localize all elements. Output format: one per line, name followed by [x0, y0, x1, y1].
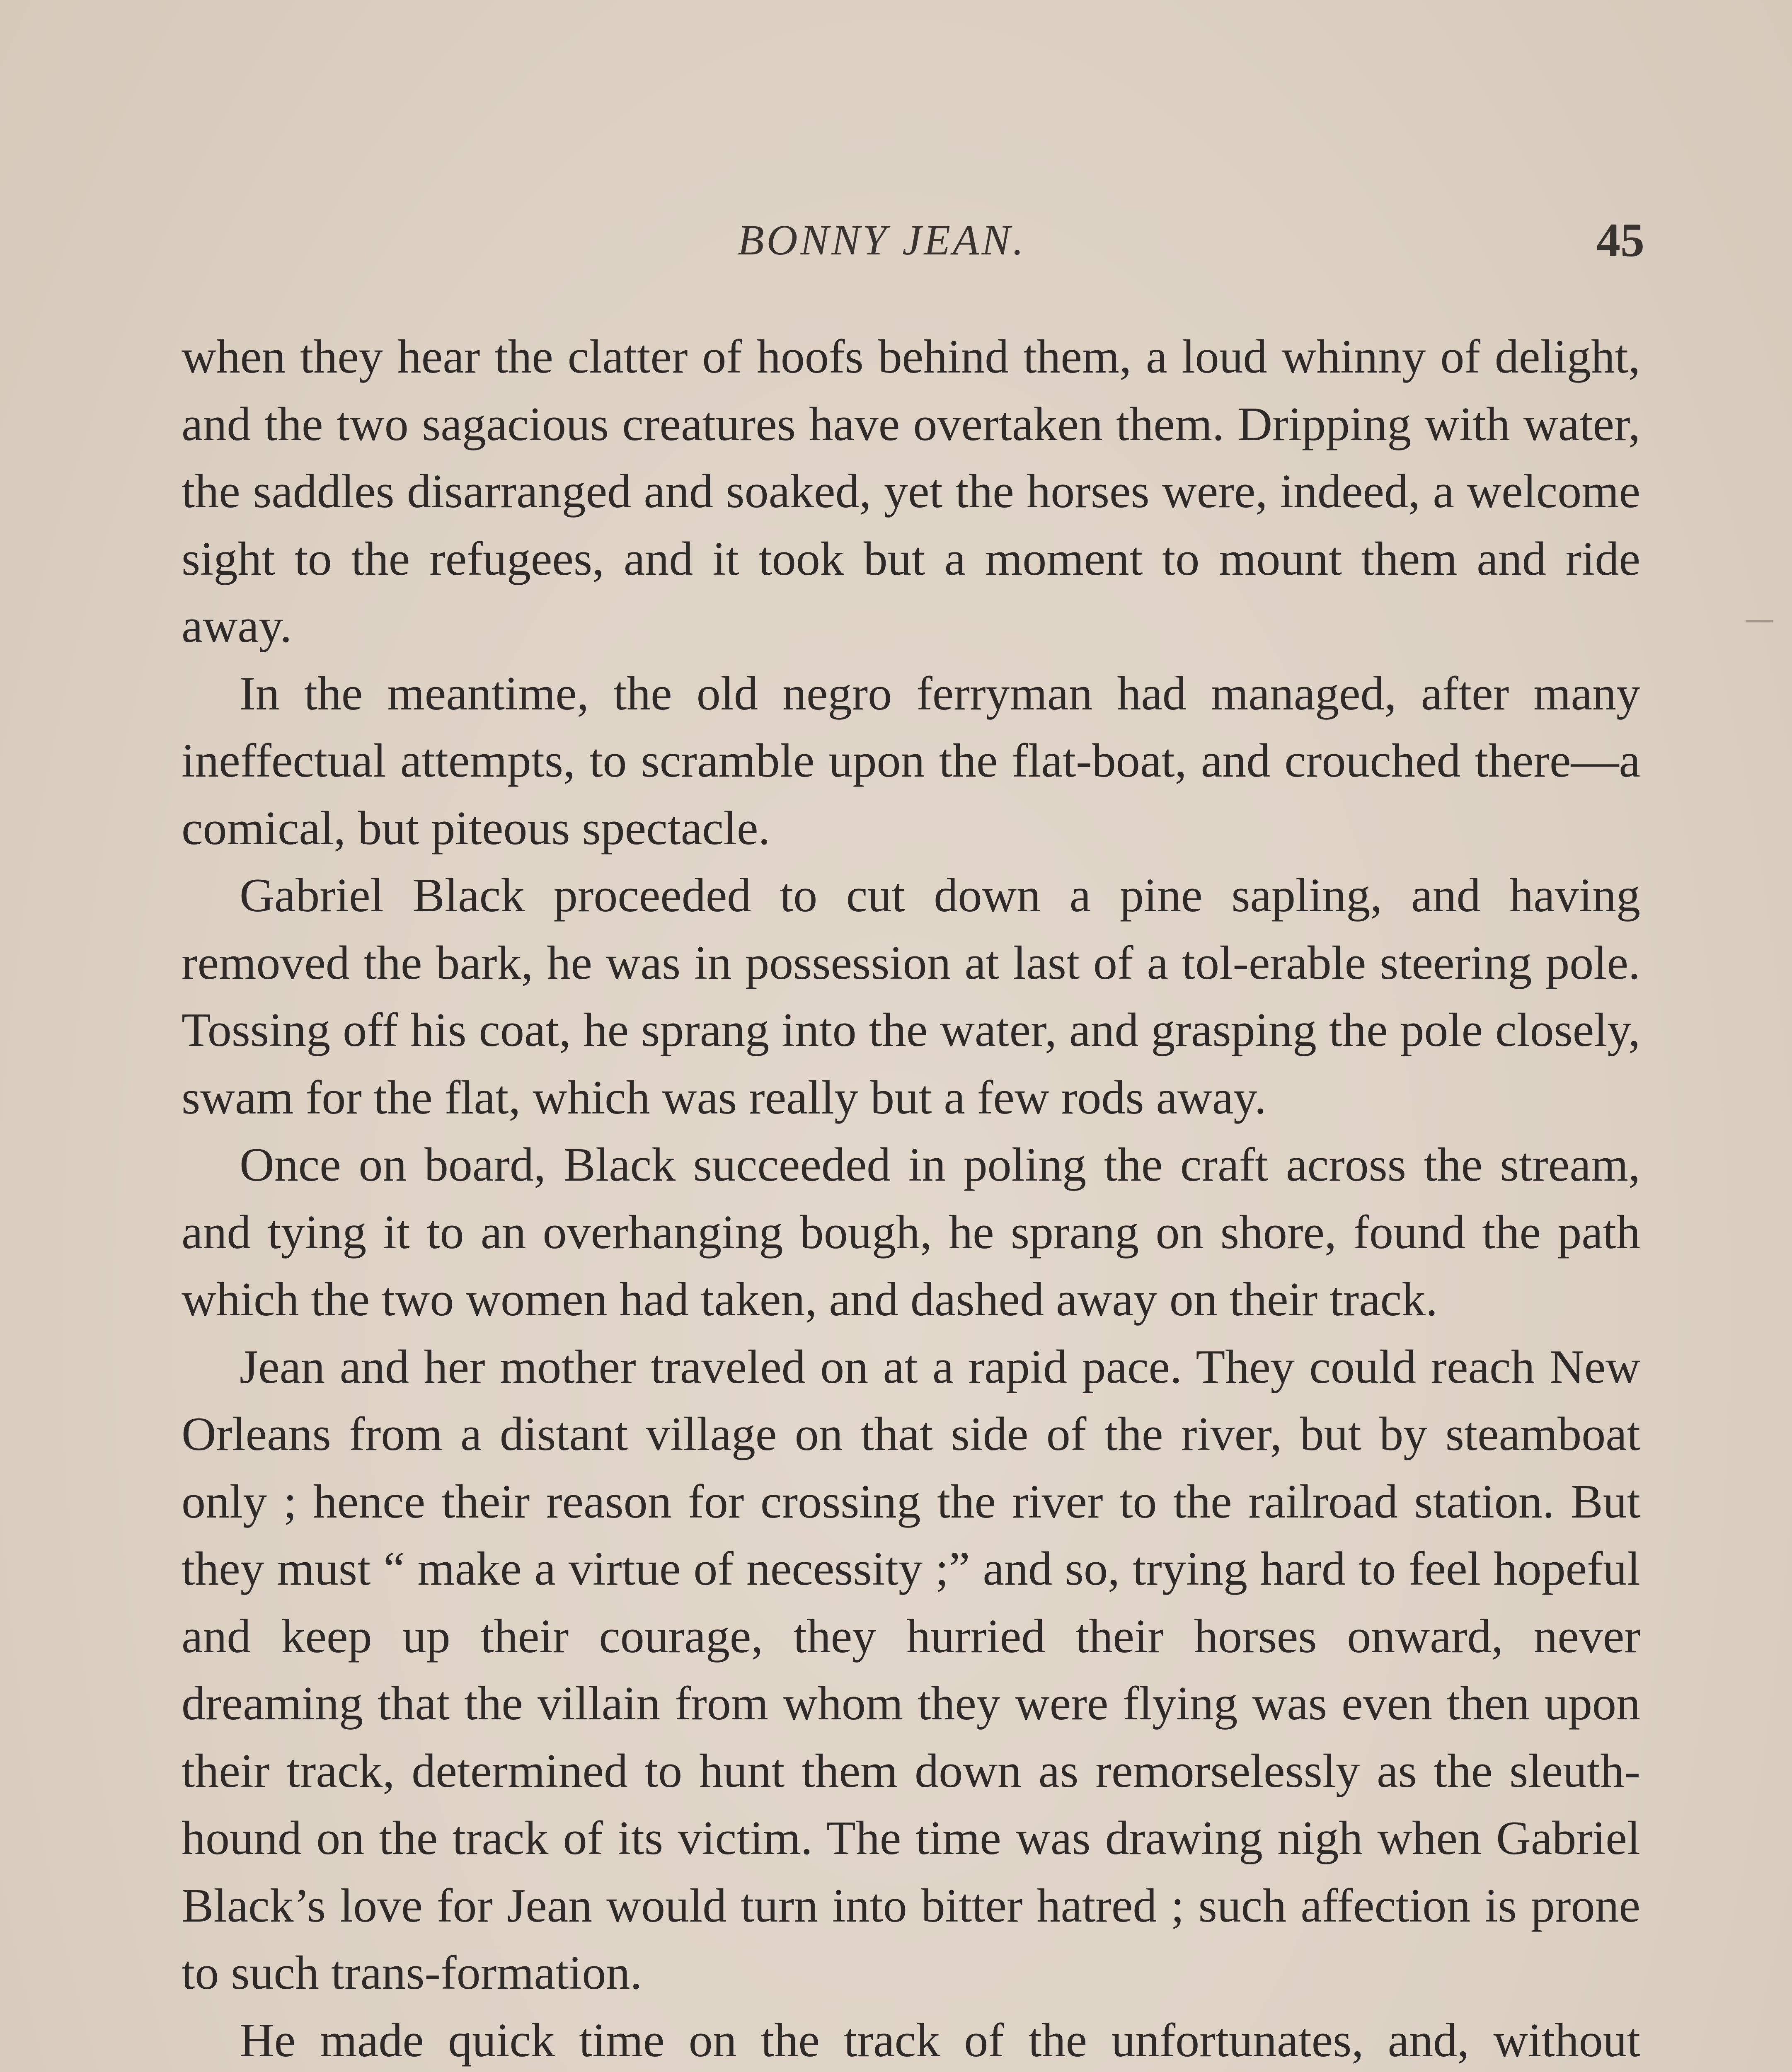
running-head [0, 215, 1792, 282]
page-number: 45 [1596, 214, 1644, 267]
running-title: BONNY JEAN. [738, 216, 1026, 264]
paragraph-1: when they hear the clatter of hoofs behind them, a loud whinny of delight, and the two sagacious creatures have overtaken them. Dripping with water, the saddles disarranged and soaked, yet the horses were, indeed, a welcome sight to the refugees, and it took but a moment to mount them and ride away. [182, 330, 1640, 653]
paragraph-6: He made quick time on the track of the unfortunates, and, without [240, 2014, 1640, 2067]
paragraph-3: Gabriel Black proceeded to cut down a pine sapling, and having removed the bark, he was in possession at last of a tol-erable steering pole. Tossing off his coat, he sprang into the water, and grasping the pole closely, swam for the flat, which was really but a few rods away. [182, 869, 1640, 1124]
margin-mark [1746, 620, 1773, 622]
paragraph-2: In the meantime, the old negro ferryman had managed, after many ineffectual attempts, to scramble upon the flat-boat, and crouched there—a comical, but piteous spectacle. [182, 667, 1640, 855]
body-text [182, 323, 1640, 2072]
paragraph-4: Once on board, Black succeeded in poling the craft across the stream, and tying it to an overhanging bough, he sprang on shore, found the path which the two women had taken, and dashed away on their track. [182, 1138, 1640, 1326]
paragraph-5: Jean and her mother traveled on at a rapid pace. They could reach New Orleans from a distant village on that side of the river, but by steamboat only ; hence their reason for crossing the river to the railroad station. But they must “ make a virtue of necessity ;” and so, trying hard to feel hopeful and keep up their courage, they hurried their horses onward, never dreaming that the villain from whom they were flying was even then upon their track, determined to hunt them down as remorselessly as the sleuth-hound on the track of its victim. The time was drawing nigh when Gabriel Black’s love for Jean would turn into bitter hatred ; such affection is prone to such trans-formation. [182, 1340, 1640, 1999]
